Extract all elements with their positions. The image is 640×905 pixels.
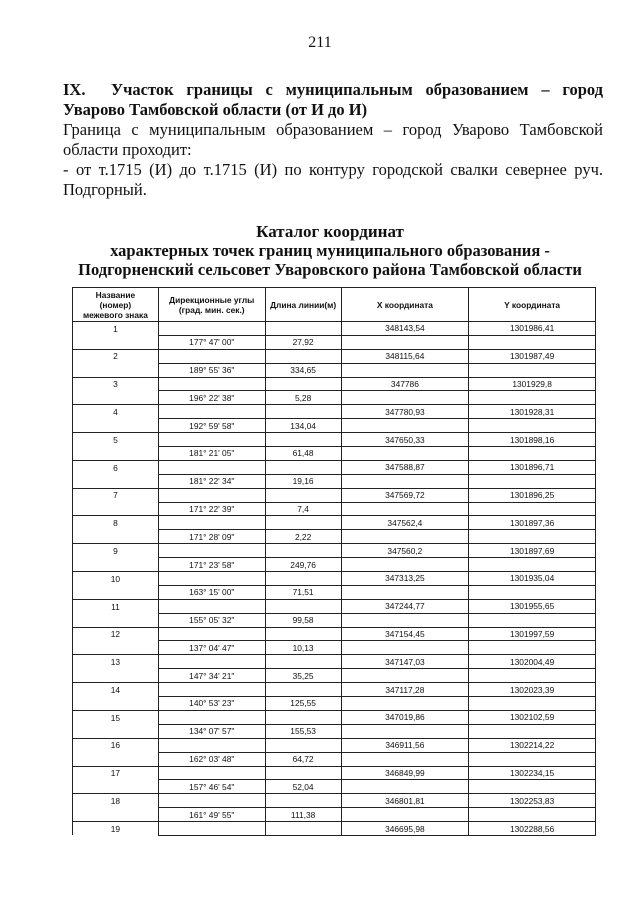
y-coordinate: 1302234,15 bbox=[469, 766, 596, 780]
section-number: IX. bbox=[63, 80, 86, 99]
line-length: 7,4 bbox=[265, 502, 341, 516]
x-coordinate: 346695,98 bbox=[341, 822, 469, 836]
angle-empty bbox=[158, 627, 265, 641]
length-empty bbox=[265, 488, 341, 502]
table-row bbox=[73, 710, 596, 724]
length-empty bbox=[265, 433, 341, 447]
angle-empty bbox=[158, 405, 265, 419]
direction-angle: 189° 55' 36" bbox=[158, 363, 265, 377]
direction-angle: 155° 05' 32" bbox=[158, 613, 265, 627]
direction-angle: 163° 15' 00" bbox=[158, 585, 265, 599]
catalog-title: Каталог координат bbox=[256, 222, 404, 241]
table-row bbox=[73, 530, 596, 544]
table-row bbox=[73, 669, 596, 683]
direction-angle: 157° 46' 54" bbox=[158, 780, 265, 794]
x-coordinate: 347154,45 bbox=[341, 627, 469, 641]
x-empty bbox=[341, 585, 469, 599]
point-name-empty bbox=[73, 502, 159, 516]
angle-empty bbox=[158, 738, 265, 752]
point-name-empty bbox=[73, 391, 159, 405]
x-empty bbox=[341, 419, 469, 433]
angle-empty bbox=[158, 349, 265, 363]
line-length: 27,92 bbox=[265, 335, 341, 349]
line-length: 249,76 bbox=[265, 558, 341, 572]
table-row bbox=[73, 335, 596, 349]
line-length: 134,04 bbox=[265, 419, 341, 433]
y-coordinate: 1301898,16 bbox=[469, 433, 596, 447]
length-empty bbox=[265, 460, 341, 474]
y-coordinate: 1301928,31 bbox=[469, 405, 596, 419]
x-empty bbox=[341, 530, 469, 544]
catalog-heading bbox=[60, 222, 600, 279]
table-row bbox=[73, 738, 596, 752]
table-row bbox=[73, 447, 596, 461]
table-row bbox=[73, 544, 596, 558]
x-empty bbox=[341, 558, 469, 572]
point-name: 10 bbox=[73, 572, 159, 586]
x-empty bbox=[341, 808, 469, 822]
point-name-empty bbox=[73, 724, 159, 738]
table-row bbox=[73, 822, 596, 836]
table-row bbox=[73, 558, 596, 572]
y-coordinate: 1302004,49 bbox=[469, 655, 596, 669]
table-row bbox=[73, 613, 596, 627]
y-coordinate: 1301955,65 bbox=[469, 599, 596, 613]
point-name: 6 bbox=[73, 460, 159, 474]
point-name-empty bbox=[73, 474, 159, 488]
angle-empty bbox=[158, 655, 265, 669]
y-empty bbox=[469, 752, 596, 766]
y-coordinate: 1301929,8 bbox=[469, 377, 596, 391]
angle-empty bbox=[158, 377, 265, 391]
header-x-coordinate: X координата bbox=[341, 288, 469, 322]
direction-angle: 192° 59' 58" bbox=[158, 419, 265, 433]
x-empty bbox=[341, 697, 469, 711]
line-length: 10,13 bbox=[265, 641, 341, 655]
x-empty bbox=[341, 447, 469, 461]
line-length: 125,55 bbox=[265, 697, 341, 711]
direction-angle: 171° 22' 39" bbox=[158, 502, 265, 516]
table-row bbox=[73, 627, 596, 641]
x-empty bbox=[341, 669, 469, 683]
length-empty bbox=[265, 405, 341, 419]
y-empty bbox=[469, 641, 596, 655]
table-row bbox=[73, 808, 596, 822]
angle-empty bbox=[158, 794, 265, 808]
table-row bbox=[73, 391, 596, 405]
point-name-empty bbox=[73, 808, 159, 822]
direction-angle: 181° 22' 34" bbox=[158, 474, 265, 488]
point-name-empty bbox=[73, 585, 159, 599]
table-row bbox=[73, 460, 596, 474]
y-coordinate: 1301986,41 bbox=[469, 322, 596, 336]
point-name-empty bbox=[73, 697, 159, 711]
x-coordinate: 347780,93 bbox=[341, 405, 469, 419]
y-coordinate: 1302253,83 bbox=[469, 794, 596, 808]
direction-angle: 171° 23' 58" bbox=[158, 558, 265, 572]
length-empty bbox=[265, 766, 341, 780]
point-name-empty bbox=[73, 447, 159, 461]
catalog-subtitle-2: Подгорненский сельсовет Уваровского района Тамбовской области bbox=[78, 260, 582, 279]
table-row bbox=[73, 724, 596, 738]
table-row bbox=[73, 363, 596, 377]
angle-empty bbox=[158, 599, 265, 613]
x-empty bbox=[341, 780, 469, 794]
x-empty bbox=[341, 391, 469, 405]
direction-angle: 177° 47' 00" bbox=[158, 335, 265, 349]
table-row bbox=[73, 641, 596, 655]
x-empty bbox=[341, 752, 469, 766]
point-name: 13 bbox=[73, 655, 159, 669]
length-empty bbox=[265, 822, 341, 836]
angle-empty bbox=[158, 544, 265, 558]
length-empty bbox=[265, 794, 341, 808]
y-empty bbox=[469, 474, 596, 488]
point-name: 8 bbox=[73, 516, 159, 530]
table-body bbox=[73, 322, 596, 836]
header-y-coordinate: Y координата bbox=[469, 288, 596, 322]
direction-angle: 147° 34' 21" bbox=[158, 669, 265, 683]
table-row bbox=[73, 516, 596, 530]
point-name-empty bbox=[73, 558, 159, 572]
direction-angle: 181° 21' 05" bbox=[158, 447, 265, 461]
table-row bbox=[73, 572, 596, 586]
y-coordinate: 1301896,71 bbox=[469, 460, 596, 474]
line-length: 334,65 bbox=[265, 363, 341, 377]
point-name: 14 bbox=[73, 683, 159, 697]
point-name-empty bbox=[73, 335, 159, 349]
table-row bbox=[73, 655, 596, 669]
y-coordinate: 1301935,04 bbox=[469, 572, 596, 586]
table-row bbox=[73, 766, 596, 780]
table-row bbox=[73, 780, 596, 794]
point-name-empty bbox=[73, 613, 159, 627]
table-row bbox=[73, 433, 596, 447]
table-row bbox=[73, 697, 596, 711]
y-empty bbox=[469, 780, 596, 794]
length-empty bbox=[265, 544, 341, 558]
direction-angle: 196° 22' 38" bbox=[158, 391, 265, 405]
table-row bbox=[73, 585, 596, 599]
header-line-length: Длина линии(м) bbox=[265, 288, 341, 322]
x-empty bbox=[341, 641, 469, 655]
y-coordinate: 1301896,25 bbox=[469, 488, 596, 502]
point-name-empty bbox=[73, 780, 159, 794]
x-empty bbox=[341, 363, 469, 377]
x-coordinate: 347560,2 bbox=[341, 544, 469, 558]
x-empty bbox=[341, 613, 469, 627]
direction-angle: 134° 07' 57" bbox=[158, 724, 265, 738]
point-name: 11 bbox=[73, 599, 159, 613]
length-empty bbox=[265, 377, 341, 391]
y-empty bbox=[469, 808, 596, 822]
section-paragraph: Граница с муниципальным образованием – город Уварово Тамбовской области проходит: bbox=[63, 120, 603, 159]
point-name-empty bbox=[73, 363, 159, 377]
point-name-empty bbox=[73, 641, 159, 655]
line-length: 111,38 bbox=[265, 808, 341, 822]
angle-empty bbox=[158, 822, 265, 836]
y-coordinate: 1301897,36 bbox=[469, 516, 596, 530]
angle-empty bbox=[158, 322, 265, 336]
x-coordinate: 346911,56 bbox=[341, 738, 469, 752]
length-empty bbox=[265, 738, 341, 752]
angle-empty bbox=[158, 460, 265, 474]
length-empty bbox=[265, 599, 341, 613]
x-empty bbox=[341, 724, 469, 738]
y-empty bbox=[469, 697, 596, 711]
x-coordinate: 348143,54 bbox=[341, 322, 469, 336]
table-row bbox=[73, 322, 596, 336]
line-length: 61,48 bbox=[265, 447, 341, 461]
table-row bbox=[73, 752, 596, 766]
x-coordinate: 347147,03 bbox=[341, 655, 469, 669]
table-header-row bbox=[73, 288, 596, 322]
length-empty bbox=[265, 516, 341, 530]
y-empty bbox=[469, 419, 596, 433]
y-empty bbox=[469, 585, 596, 599]
table-row bbox=[73, 683, 596, 697]
y-empty bbox=[469, 447, 596, 461]
point-name: 2 bbox=[73, 349, 159, 363]
x-coordinate: 348115,64 bbox=[341, 349, 469, 363]
table-row bbox=[73, 474, 596, 488]
x-coordinate: 347588,87 bbox=[341, 460, 469, 474]
length-empty bbox=[265, 572, 341, 586]
line-length: 52,04 bbox=[265, 780, 341, 794]
line-length: 35,25 bbox=[265, 669, 341, 683]
x-coordinate: 347562,4 bbox=[341, 516, 469, 530]
angle-empty bbox=[158, 433, 265, 447]
length-empty bbox=[265, 655, 341, 669]
line-length: 155,53 bbox=[265, 724, 341, 738]
section-text bbox=[63, 80, 603, 200]
point-name: 1 bbox=[73, 322, 159, 336]
y-coordinate: 1301987,49 bbox=[469, 349, 596, 363]
point-name-empty bbox=[73, 752, 159, 766]
x-coordinate: 347244,77 bbox=[341, 599, 469, 613]
x-coordinate: 347786 bbox=[341, 377, 469, 391]
direction-angle: 140° 53' 23" bbox=[158, 697, 265, 711]
y-empty bbox=[469, 502, 596, 516]
header-point-name: Название (номер) межевого знака bbox=[73, 288, 159, 322]
x-empty bbox=[341, 502, 469, 516]
coordinates-table bbox=[72, 287, 596, 836]
point-name: 3 bbox=[73, 377, 159, 391]
y-coordinate: 1302214,22 bbox=[469, 738, 596, 752]
section-title: Участок границы с муниципальным образованием – город Уварово Тамбовской области (от И до И) bbox=[63, 80, 603, 119]
y-coordinate: 1302023,39 bbox=[469, 683, 596, 697]
direction-angle: 137° 04' 47" bbox=[158, 641, 265, 655]
direction-angle: 161° 49' 55" bbox=[158, 808, 265, 822]
catalog-subtitle-1: характерных точек границ муниципального образования - bbox=[110, 241, 550, 260]
x-coordinate: 347019,86 bbox=[341, 710, 469, 724]
y-empty bbox=[469, 530, 596, 544]
line-length: 71,51 bbox=[265, 585, 341, 599]
point-name-empty bbox=[73, 669, 159, 683]
point-name: 19 bbox=[73, 822, 159, 836]
x-empty bbox=[341, 474, 469, 488]
point-name: 5 bbox=[73, 433, 159, 447]
line-length: 19,16 bbox=[265, 474, 341, 488]
x-coordinate: 347569,72 bbox=[341, 488, 469, 502]
section-heading bbox=[63, 80, 603, 120]
point-name-empty bbox=[73, 530, 159, 544]
x-coordinate: 347650,33 bbox=[341, 433, 469, 447]
length-empty bbox=[265, 710, 341, 724]
page-number: 211 bbox=[308, 34, 332, 51]
angle-empty bbox=[158, 572, 265, 586]
angle-empty bbox=[158, 683, 265, 697]
point-name: 12 bbox=[73, 627, 159, 641]
length-empty bbox=[265, 349, 341, 363]
y-empty bbox=[469, 363, 596, 377]
section-bullet: - от т.1715 (И) до т.1715 (И) по контуру городской свалки севернее руч. Подгорный. bbox=[63, 160, 603, 199]
y-empty bbox=[469, 669, 596, 683]
line-length: 2,22 bbox=[265, 530, 341, 544]
table-row bbox=[73, 419, 596, 433]
y-coordinate: 1302288,56 bbox=[469, 822, 596, 836]
direction-angle: 171° 28' 09" bbox=[158, 530, 265, 544]
x-coordinate: 346849,99 bbox=[341, 766, 469, 780]
x-coordinate: 347117,28 bbox=[341, 683, 469, 697]
point-name-empty bbox=[73, 419, 159, 433]
y-coordinate: 1302102,59 bbox=[469, 710, 596, 724]
header-direction-angles: Дирекционные углы (град. мин. сек.) bbox=[158, 288, 265, 322]
y-empty bbox=[469, 724, 596, 738]
angle-empty bbox=[158, 488, 265, 502]
line-length: 5,28 bbox=[265, 391, 341, 405]
table-row bbox=[73, 377, 596, 391]
table-row bbox=[73, 502, 596, 516]
point-name: 7 bbox=[73, 488, 159, 502]
x-coordinate: 347313,25 bbox=[341, 572, 469, 586]
y-empty bbox=[469, 391, 596, 405]
table-row bbox=[73, 599, 596, 613]
angle-empty bbox=[158, 766, 265, 780]
length-empty bbox=[265, 683, 341, 697]
point-name: 17 bbox=[73, 766, 159, 780]
y-empty bbox=[469, 558, 596, 572]
x-empty bbox=[341, 335, 469, 349]
angle-empty bbox=[158, 710, 265, 724]
direction-angle: 162° 03' 48" bbox=[158, 752, 265, 766]
y-coordinate: 1301897,69 bbox=[469, 544, 596, 558]
x-coordinate: 346801,81 bbox=[341, 794, 469, 808]
length-empty bbox=[265, 627, 341, 641]
point-name: 18 bbox=[73, 794, 159, 808]
y-coordinate: 1301997,59 bbox=[469, 627, 596, 641]
length-empty bbox=[265, 322, 341, 336]
table-row bbox=[73, 349, 596, 363]
line-length: 64,72 bbox=[265, 752, 341, 766]
angle-empty bbox=[158, 516, 265, 530]
point-name: 15 bbox=[73, 710, 159, 724]
y-empty bbox=[469, 335, 596, 349]
point-name: 9 bbox=[73, 544, 159, 558]
point-name: 16 bbox=[73, 738, 159, 752]
line-length: 99,58 bbox=[265, 613, 341, 627]
point-name: 4 bbox=[73, 405, 159, 419]
y-empty bbox=[469, 613, 596, 627]
table-row bbox=[73, 405, 596, 419]
table-row bbox=[73, 794, 596, 808]
table-row bbox=[73, 488, 596, 502]
